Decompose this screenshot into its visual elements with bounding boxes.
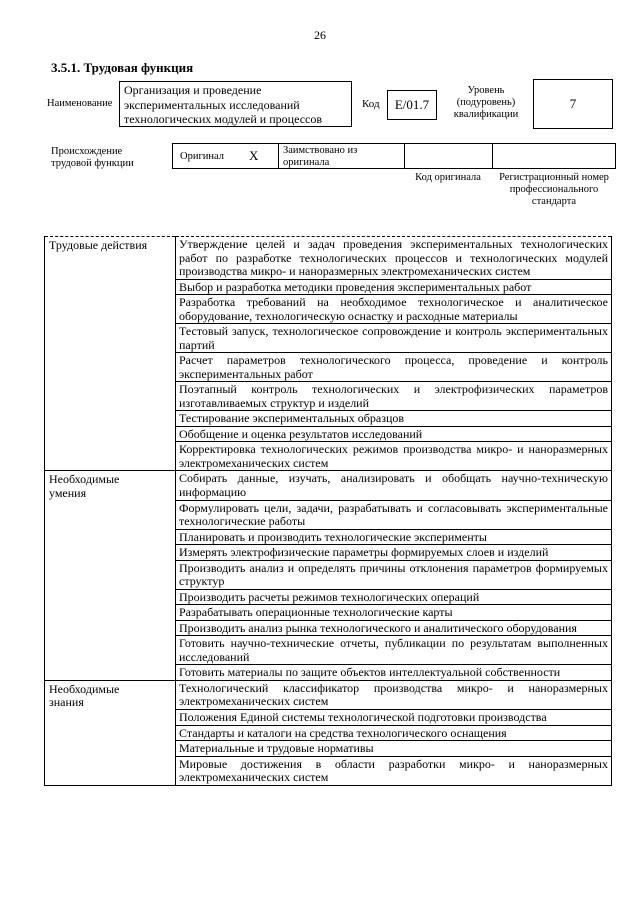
required-skills-item: Разрабатывать операционные технологические карты — [176, 605, 612, 621]
table-row — [45, 589, 612, 605]
origin-borrowed-cell — [279, 144, 405, 168]
section-title-spacer — [45, 725, 176, 741]
required-skills-item: Собирать данные, изучать, анализировать и обобщать научно-техническую информацию — [176, 471, 612, 501]
section-title-line-2: знания — [49, 695, 84, 709]
table-row — [45, 237, 612, 280]
code-value: E/01.7 — [394, 97, 430, 112]
section-title-spacer — [45, 636, 176, 665]
table-row — [45, 471, 612, 501]
labor-actions-item: Корректировка технологических режимов производства микро- и наноразмерных электромеханических систем — [176, 442, 612, 471]
labor-actions-item: Поэтапный контроль технологических и электрофизических параметров изготавливаемых структур и изделий — [176, 382, 612, 411]
table-row — [45, 442, 612, 471]
labor-actions-item: Разработка требований на необходимое технологическое и аналитическое оборудование, технологическую оснастку и расходные материалы — [176, 295, 612, 324]
section-title-spacer — [45, 710, 176, 726]
table-row — [45, 560, 612, 589]
origin-label-line-1: Происхождение — [51, 146, 123, 157]
required-skills-item: Производить расчеты режимов технологических операций — [176, 589, 612, 605]
section-title-spacer — [45, 605, 176, 621]
table-row — [45, 426, 612, 442]
required-knowledge-item: Положения Единой системы технологической подготовки производства — [176, 710, 612, 726]
required-knowledge-title — [45, 680, 176, 710]
table-row — [45, 500, 612, 529]
name-label: Наименование — [47, 98, 113, 109]
table-row — [45, 529, 612, 545]
table-row — [45, 353, 612, 382]
section-title-line-2: умения — [49, 485, 87, 500]
reg-number-caption — [492, 172, 616, 208]
section-title-spacer — [45, 620, 176, 636]
table-row — [45, 411, 612, 427]
section-title-spacer — [45, 442, 176, 471]
required-knowledge-item: Мировые достижения в области разработки микро- и наноразмерных электромеханических систем — [176, 756, 612, 785]
section-title-spacer — [45, 756, 176, 785]
labor-actions-item: Тестовый запуск, технологическое сопровождение и контроль экспериментальных партий — [176, 324, 612, 353]
section-title-spacer — [45, 353, 176, 382]
section-title-line-1: Необходимые — [49, 681, 120, 696]
required-skills-item: Планировать и производить технологические эксперименты — [176, 529, 612, 545]
section-title-spacer — [45, 279, 176, 295]
section-title-spacer — [45, 500, 176, 529]
table-row — [45, 680, 612, 710]
labor-actions-item: Тестирование экспериментальных образцов — [176, 411, 612, 427]
code-value-box — [387, 90, 437, 120]
section-title-spacer — [45, 382, 176, 411]
original-mark: X — [249, 148, 259, 163]
level-label-line-2: (подуровень) — [456, 97, 516, 108]
original-label: Оригинал — [180, 151, 224, 162]
level-value: 7 — [569, 96, 577, 111]
required-skills-item: Производить анализ и определять причины отклонения параметров формируемых структур — [176, 560, 612, 589]
labor-actions-item: Выбор и разработка методики проведения экспериментальных работ — [176, 279, 612, 295]
original-code-cell — [405, 144, 493, 168]
borrowed-label — [283, 145, 357, 169]
section-title: 3.5.1. Трудовая функция — [51, 60, 194, 75]
origin-original-cell — [173, 144, 279, 168]
section-title-spacer — [45, 741, 176, 757]
required-knowledge-item: Технологический классификатор производства микро- и наноразмерных электромеханических систем — [176, 680, 612, 710]
required-skills-item: Формулировать цели, задачи, разрабатывать и согласовывать экспериментальные технологические работы — [176, 500, 612, 529]
section-title-spacer — [45, 589, 176, 605]
origin-row — [172, 143, 616, 169]
borrowed-label-line-1: Заимствовано из — [283, 145, 358, 156]
level-label-line-3: квалификации — [453, 109, 519, 120]
origin-label-line-2: трудовой функции — [51, 158, 134, 169]
labor-actions-title — [45, 237, 176, 280]
required-skills-item: Измерять электрофизические параметры формируемых слоев и изделий — [176, 545, 612, 561]
table-row — [45, 620, 612, 636]
page-number: 26 — [314, 28, 326, 42]
table-row — [45, 741, 612, 757]
reg-number-cell — [493, 144, 615, 168]
section-title-spacer — [45, 411, 176, 427]
table-row — [45, 295, 612, 324]
section-title-spacer — [45, 560, 176, 589]
table-row — [45, 545, 612, 561]
table-row — [45, 756, 612, 785]
section-title-line-1: Трудовые действия — [49, 238, 148, 252]
section-title-spacer — [45, 295, 176, 324]
table-row — [45, 636, 612, 665]
level-value-box — [533, 79, 613, 129]
required-knowledge-item: Материальные и трудовые нормативы — [176, 741, 612, 757]
section-title-line-1: Необходимые — [49, 472, 120, 486]
origin-label — [51, 146, 134, 170]
section-title-spacer — [45, 545, 176, 561]
section-title-spacer — [45, 324, 176, 353]
section-title-spacer — [45, 426, 176, 442]
reg-number-caption-line-1: Регистрационный номер — [499, 172, 609, 183]
section-title-spacer — [45, 665, 176, 681]
table-row — [45, 382, 612, 411]
reg-number-caption-line-2: профессионального — [509, 184, 599, 195]
function-name: Организация и проведение экспериментальных исследований технологических модулей и процессов — [124, 83, 323, 126]
table-row — [45, 324, 612, 353]
table-row — [45, 279, 612, 295]
table-row — [45, 605, 612, 621]
table-row — [45, 710, 612, 726]
section-title-spacer — [45, 529, 176, 545]
labor-actions-item: Обобщение и оценка результатов исследований — [176, 426, 612, 442]
reg-number-caption-line-3: стандарта — [531, 196, 577, 207]
required-skills-item: Готовить материалы по защите объектов интеллектуальной собственности — [176, 665, 612, 681]
labor-actions-item: Утверждение целей и задач проведения экспериментальных технологических работ по разработке технологических процессов и технологических модулей производства микро- и наноразмерных электромеханических систем — [176, 237, 612, 280]
table-row — [45, 665, 612, 681]
function-details-table — [44, 236, 612, 786]
code-label: Код — [362, 98, 380, 110]
required-skills-item: Готовить научно-технические отчеты, публикации по результатам выполненных исследований — [176, 636, 612, 665]
original-code-caption: Код оригинала — [415, 172, 481, 183]
level-label-line-1: Уровень — [467, 85, 505, 96]
function-name-box — [119, 81, 352, 127]
required-skills-title — [45, 471, 176, 501]
required-skills-item: Производить анализ рынка технологического и аналитического оборудования — [176, 620, 612, 636]
level-label — [448, 85, 524, 121]
borrowed-label-line-2: оригинала — [283, 157, 330, 168]
required-knowledge-item: Стандарты и каталоги на средства технологического оснащения — [176, 725, 612, 741]
table-row — [45, 725, 612, 741]
labor-actions-item: Расчет параметров технологического процесса, проведение и контроль экспериментальных работ — [176, 353, 612, 382]
